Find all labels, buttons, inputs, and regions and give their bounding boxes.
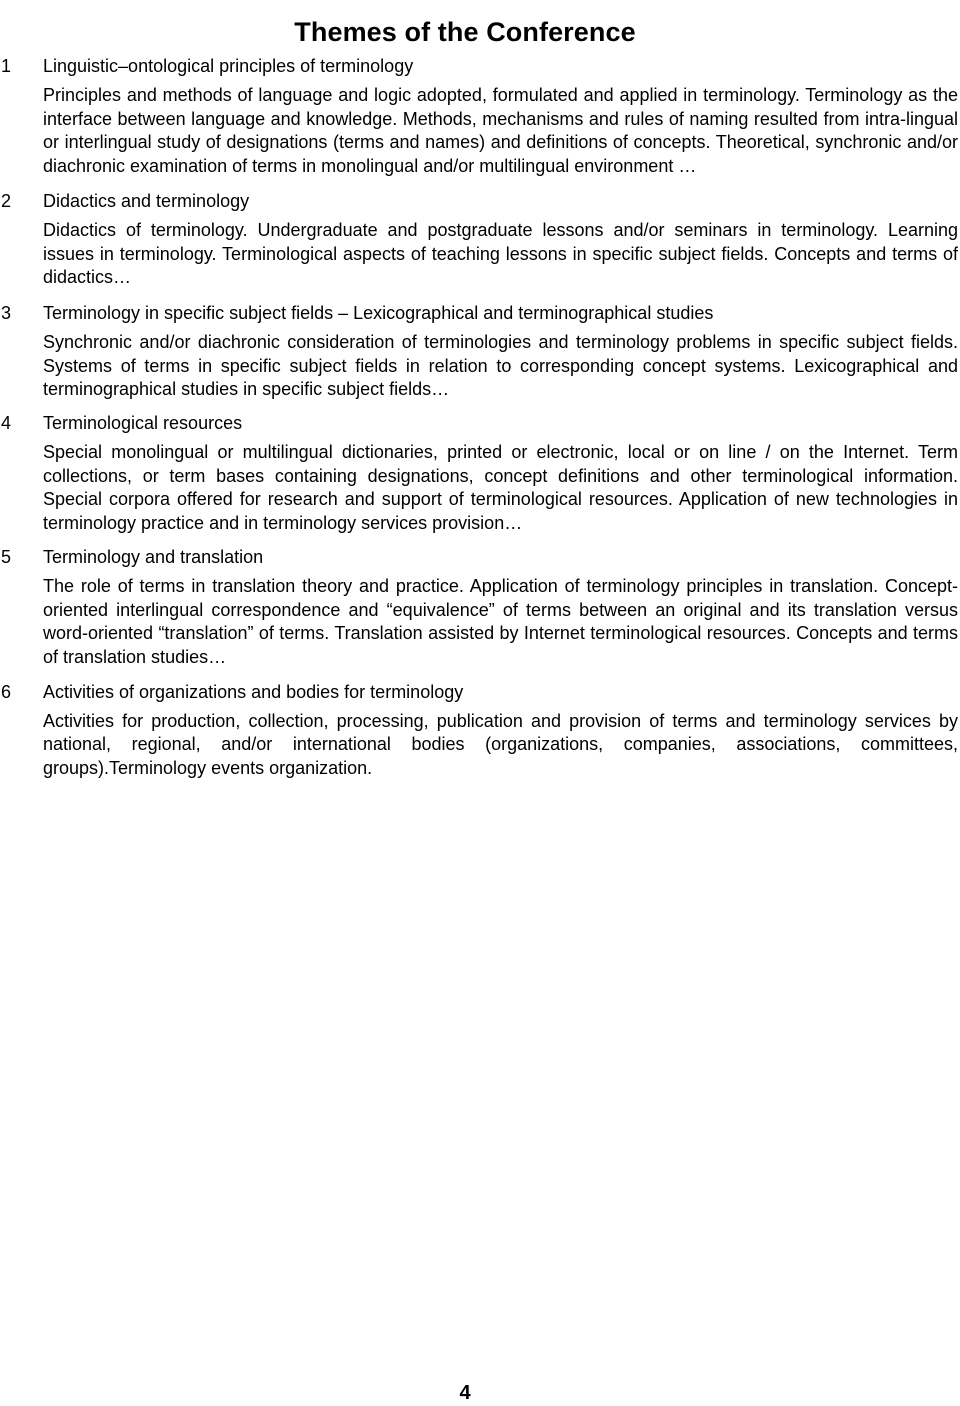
theme-title: Didactics and terminology <box>43 190 250 211</box>
theme-heading <box>0 545 958 569</box>
theme-description: Activities for production, collection, processing, publication and provision of terms and terminology services by national, regional, and/or international bodies (organizations, companies, associations, committees, groups).Terminology events organization. <box>43 710 958 779</box>
theme-number: 3 <box>1 302 12 323</box>
theme-title: Linguistic–ontological principles of terminology <box>43 56 414 76</box>
page-number: 4 <box>459 1382 471 1404</box>
theme-heading <box>0 189 958 213</box>
theme-number: 5 <box>1 546 12 567</box>
theme-number: 2 <box>1 190 12 211</box>
theme-description: The role of terms in translation theory and practice. Application of terminology principles in translation. Concept-oriented interlingual correspondence and “equivalence” of terms between an original and its translation versus word-oriented “translation” of terms. Translation assisted by Internet terminological resources. Concepts and terms of translation studies… <box>43 575 958 667</box>
themes-list <box>0 54 958 781</box>
theme-heading <box>0 680 958 704</box>
theme-description: Principles and methods of language and logic adopted, formulated and applied in terminology. Terminology as the interface between language and knowledge. Methods, mechanisms and rules of naming resulted from intra-lingual or interlingual study of designations (terms and names) and definitions of concepts. Theoretical, synchronic and/or diachronic examination of terms in monolingual and/or multilingual environment … <box>43 85 958 177</box>
theme-number: 1 <box>1 56 12 76</box>
theme-title: Terminology in specific subject fields – Lexicographical and terminographical studies <box>43 302 714 323</box>
theme-number: 6 <box>1 681 12 702</box>
page-title: Themes of the Conference <box>294 17 636 48</box>
theme-item <box>0 411 958 536</box>
theme-title: Activities of organizations and bodies for terminology <box>43 681 464 702</box>
theme-description: Special monolingual or multilingual dictionaries, printed or electronic, local or on line / on the Internet. Term collections, or term bases containing designations, concept definitions and other terminological information. Special corpora offered for research and support of terminological resources. Application of new technologies in terminology practice and in terminology services provision… <box>43 442 958 534</box>
theme-title: Terminological resources <box>43 413 243 434</box>
theme-item <box>0 301 958 402</box>
theme-description: Synchronic and/or diachronic consideration of terminologies and terminology problems in specific subject fields. Systems of terms in specific subject fields in relation to corresponding concept systems. Lexicographical and terminographical studies in specific subject fields… <box>43 331 958 400</box>
theme-number: 4 <box>1 413 12 434</box>
theme-item <box>0 545 958 670</box>
theme-heading <box>0 301 958 325</box>
theme-item <box>0 189 958 290</box>
theme-item <box>0 680 958 781</box>
theme-heading <box>0 54 958 78</box>
theme-item <box>0 54 958 179</box>
theme-heading <box>0 411 958 435</box>
theme-title: Terminology and translation <box>43 546 264 567</box>
theme-description: Didactics of terminology. Undergraduate and postgraduate lessons and/or seminars in terminology. Learning issues in terminology. Terminological aspects of teaching lessons in specific subject fields. Concepts and terms of didactics… <box>43 219 958 288</box>
